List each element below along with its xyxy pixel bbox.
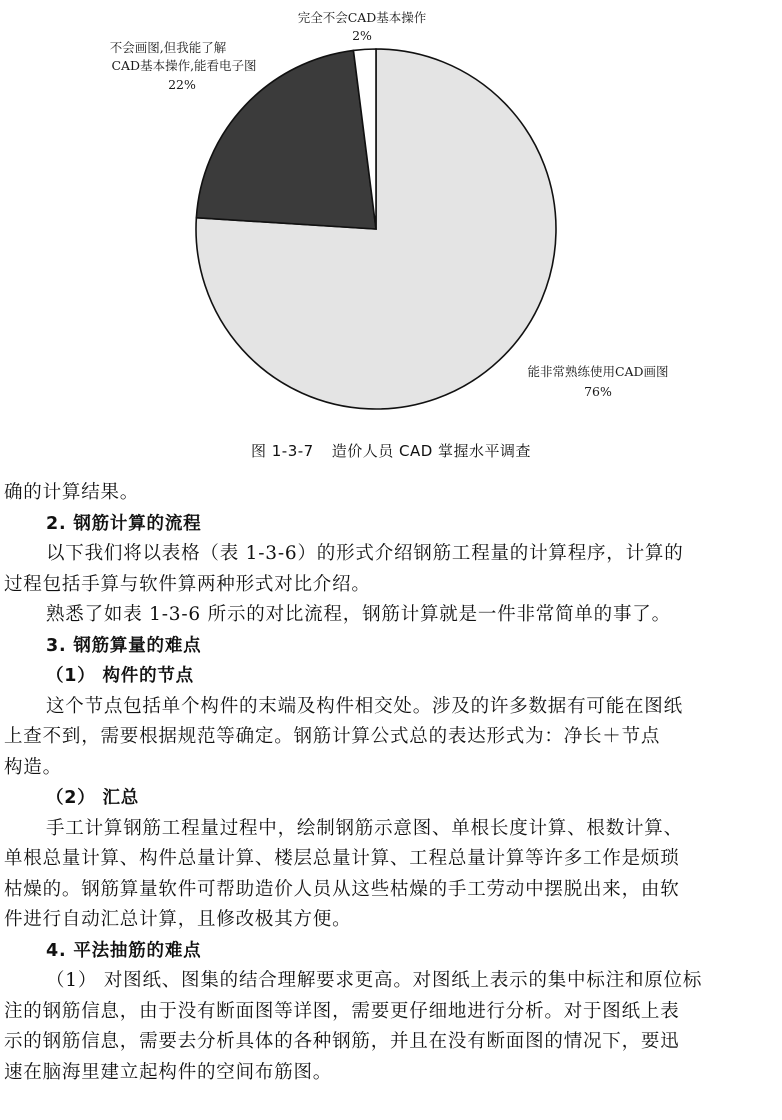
section-heading: 3. 钢筋算量的难点	[46, 635, 202, 656]
slice-pct-none: 2%	[352, 28, 372, 43]
slice-label-partial-1: 不会画图,但我能了解	[109, 40, 227, 55]
figure-title: 造价人员 CAD 掌握水平调查	[331, 442, 532, 460]
text-line: 枯燥的。钢筋算量软件可帮助造价人员从这些枯燥的手工劳动中摆脱出来，由软	[4, 878, 680, 900]
text-line: 单根总量计算、构件总量计算、楼层总量计算、工程总量计算等许多工作是烦琐	[4, 848, 680, 869]
text-line: 构造。	[4, 756, 62, 778]
text-line: 注的钢筋信息，由于没有断面图等详图，需要更仔细地进行分析。对于图纸上表	[4, 1000, 680, 1022]
figure-caption	[0, 440, 782, 461]
section-heading: 2. 钢筋计算的流程	[46, 513, 202, 534]
slice-pct-partial: 22%	[168, 77, 196, 92]
text-line: 确的计算结果。	[4, 482, 140, 503]
text-line: 过程包括手算与软件算两种形式对比介绍。	[4, 573, 371, 595]
slice-pct-proficient: 76%	[584, 384, 612, 399]
text-line: 以下我们将以表格（表 1-3-6）的形式介绍钢筋工程量的计算程序，计算的	[46, 543, 684, 564]
text-line: 上查不到，需要根据规范等确定。钢筋计算公式总的表达形式为：净长＋节点	[4, 726, 661, 747]
slice-label-proficient: 能非常熟练使用CAD画图	[527, 364, 669, 379]
text-line: （1） 对图纸、图集的结合理解要求更高。对图纸上表示的集中标注和原位标	[46, 970, 703, 991]
section-heading: 4. 平法抽筋的难点	[46, 940, 202, 961]
text-line: 这个节点包括单个构件的末端及构件相交处。涉及的许多数据有可能在图纸	[46, 695, 683, 717]
slice-label-none: 完全不会CAD基本操作	[297, 10, 427, 25]
pie-slice-1	[196, 50, 376, 229]
slice-label-partial-2: CAD基本操作,能看电子图	[111, 58, 257, 73]
pie-chart	[0, 0, 782, 460]
body-text	[4, 478, 778, 1088]
text-line: 手工计算钢筋工程量过程中，绘制钢筋示意图、单根长度计算、根数计算、	[46, 817, 683, 839]
figure-number: 图 1-3-7	[250, 442, 314, 460]
section-heading: （1） 构件的节点	[46, 666, 194, 686]
text-line: 示的钢筋信息，需要去分析具体的各种钢筋，并且在没有断面图的情况下，要迅	[4, 1031, 680, 1052]
text-line: 速在脑海里建立起构件的空间布筋图。	[4, 1061, 333, 1083]
section-heading: （2） 汇总	[46, 788, 140, 808]
text-line: 熟悉了如表 1-3-6 所示的对比流程，钢筋计算就是一件非常简单的事了。	[46, 604, 671, 625]
text-line: 件进行自动汇总计算，且修改极其方便。	[4, 909, 352, 930]
pie-chart-svg	[0, 0, 782, 460]
